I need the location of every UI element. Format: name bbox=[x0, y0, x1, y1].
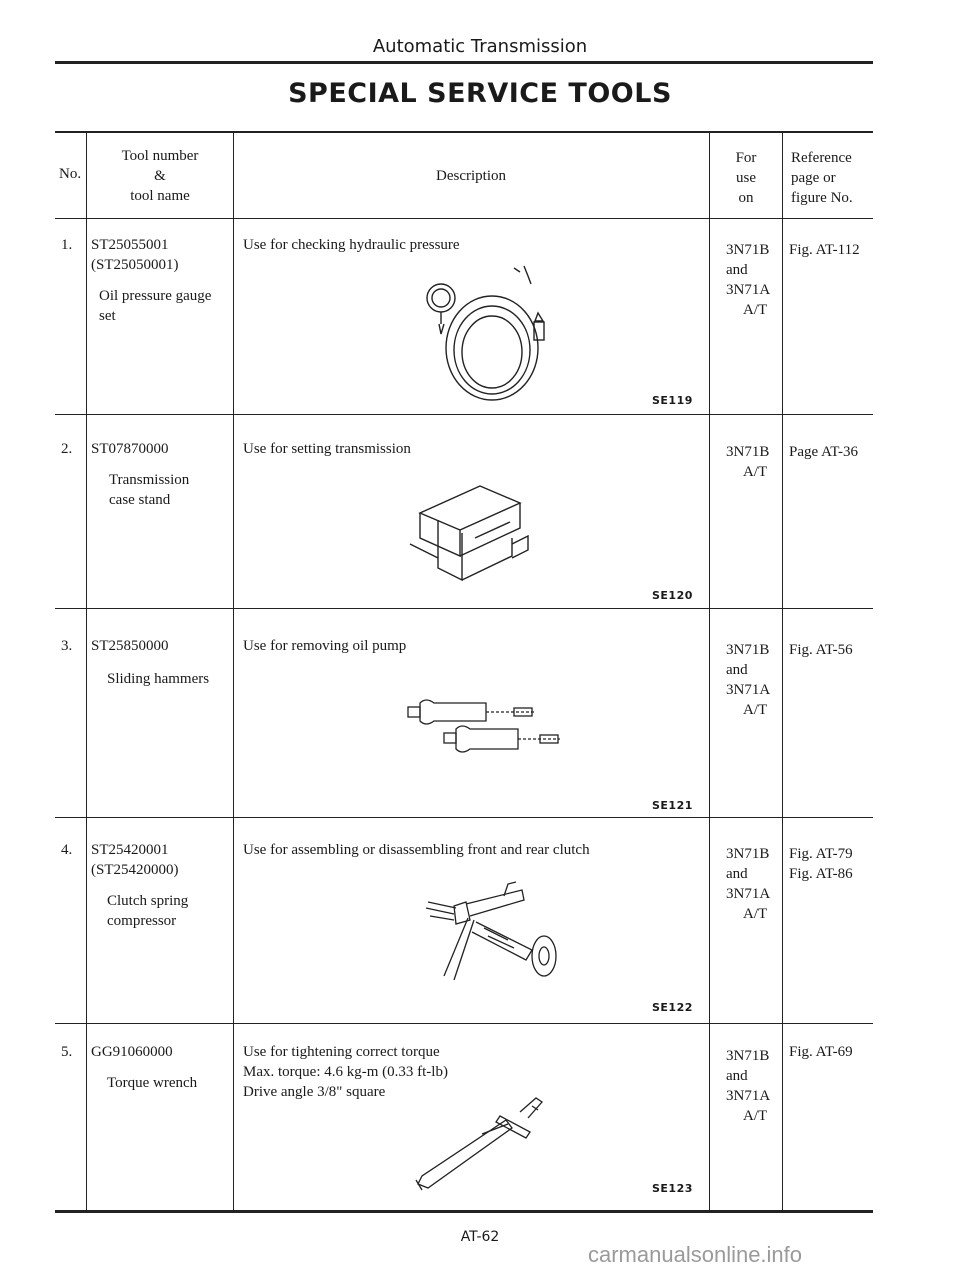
row-number: 3. bbox=[61, 638, 73, 654]
reference bbox=[789, 1042, 853, 1062]
tool-number-line: ST07870000 bbox=[91, 441, 169, 457]
row-number: 1. bbox=[61, 237, 73, 253]
reference-line: Fig. AT-79 bbox=[789, 846, 853, 862]
sliding-hammers-illustration bbox=[404, 693, 564, 763]
reference bbox=[789, 844, 853, 884]
tool-name-line: Sliding hammers bbox=[107, 671, 210, 687]
tool-name-line: case stand bbox=[109, 492, 171, 508]
description-line: Max. torque: 4.6 kg-m (0.33 ft-lb) bbox=[243, 1064, 448, 1080]
for-use-line: and bbox=[726, 1068, 748, 1084]
tool-description bbox=[243, 636, 406, 656]
reference-line: Fig. AT-86 bbox=[789, 866, 853, 882]
section-header: Automatic Transmission bbox=[372, 36, 588, 57]
for-use-on bbox=[726, 240, 770, 320]
for-use-line: 3N71B bbox=[726, 642, 770, 658]
header-for-use bbox=[711, 148, 781, 208]
reference-line: Fig. AT-69 bbox=[789, 1044, 853, 1060]
description-line: Use for assembling or disassembling front and rear clutch bbox=[243, 842, 590, 858]
header-description: Description bbox=[436, 168, 506, 184]
tool-number bbox=[91, 636, 169, 656]
for-use-line: 3N71B bbox=[726, 846, 770, 862]
figure-code: SE122 bbox=[652, 1001, 693, 1014]
row-divider bbox=[55, 1023, 873, 1024]
description-line: Use for tightening correct torque bbox=[243, 1044, 440, 1060]
tool-name bbox=[107, 1073, 197, 1093]
for-use-line: 3N71A bbox=[726, 282, 771, 298]
header-for-use-line: use bbox=[736, 170, 756, 186]
watermark: carmanualsonline.info bbox=[588, 1242, 803, 1267]
for-use-line: A/T bbox=[743, 906, 768, 922]
tool-number-line: GG91060000 bbox=[91, 1044, 173, 1060]
tool-number bbox=[91, 1042, 173, 1062]
tool-number-line: ST25850000 bbox=[91, 638, 169, 654]
header-tool-line: & bbox=[154, 168, 166, 184]
column-divider bbox=[86, 131, 87, 1211]
figure-code: SE120 bbox=[652, 589, 693, 602]
tool-description bbox=[243, 439, 411, 459]
tool-name bbox=[107, 891, 188, 931]
for-use-on bbox=[726, 442, 769, 482]
for-use-on bbox=[726, 640, 770, 720]
for-use-line: A/T bbox=[743, 702, 768, 718]
torque-wrench-illustration bbox=[412, 1092, 562, 1192]
tool-name bbox=[109, 470, 189, 510]
row-number: 5. bbox=[61, 1044, 73, 1060]
for-use-line: 3N71B bbox=[726, 1048, 770, 1064]
reference-line: Page AT-36 bbox=[789, 444, 859, 460]
header-reference-line: page or bbox=[791, 170, 836, 186]
for-use-line: A/T bbox=[743, 464, 768, 480]
for-use-on bbox=[726, 1046, 770, 1126]
row-number: 2. bbox=[61, 441, 73, 457]
for-use-line: 3N71B bbox=[726, 444, 770, 460]
oil-pressure-gauge-illustration bbox=[410, 258, 560, 408]
header-for-use-line: on bbox=[738, 190, 754, 206]
column-divider bbox=[782, 131, 783, 1211]
description-line: Use for setting transmission bbox=[243, 441, 411, 457]
table-bottom-rule bbox=[55, 1210, 873, 1213]
reference-line: Fig. AT-112 bbox=[789, 242, 860, 258]
tool-name-line: set bbox=[99, 308, 116, 324]
figure-code: SE121 bbox=[652, 799, 693, 812]
table-header-rule bbox=[55, 218, 873, 219]
tool-number-line: (ST25420000) bbox=[91, 862, 179, 878]
header-reference-line: figure No. bbox=[791, 190, 853, 206]
header-tool-line: tool name bbox=[130, 188, 190, 204]
header-reference-line: Reference bbox=[791, 150, 852, 166]
tool-name bbox=[107, 669, 209, 689]
column-divider bbox=[233, 131, 234, 1211]
header-no: No. bbox=[59, 166, 82, 182]
for-use-line: 3N71A bbox=[726, 886, 771, 902]
table-top-rule bbox=[55, 131, 873, 133]
for-use-on bbox=[726, 844, 770, 924]
figure-code: SE119 bbox=[652, 394, 693, 407]
header-reference bbox=[791, 148, 853, 208]
page-title: SPECIAL SERVICE TOOLS bbox=[288, 78, 672, 109]
tool-number bbox=[91, 840, 179, 880]
header-for-use-line: For bbox=[735, 150, 757, 166]
header-rule bbox=[55, 61, 873, 64]
row-divider bbox=[55, 817, 873, 818]
tool-name-line: Oil pressure gauge bbox=[99, 288, 212, 304]
for-use-line: and bbox=[726, 866, 748, 882]
tool-name-line: Transmission bbox=[109, 472, 190, 488]
tool-number-line: ST25420001 bbox=[91, 842, 169, 858]
tool-name-line: Clutch spring bbox=[107, 893, 189, 909]
for-use-line: A/T bbox=[743, 302, 768, 318]
reference bbox=[789, 442, 858, 462]
column-divider bbox=[709, 131, 710, 1211]
header-tool-line: Tool number bbox=[121, 148, 199, 164]
tool-description bbox=[243, 840, 590, 860]
description-line: Drive angle 3/8" square bbox=[243, 1084, 386, 1100]
for-use-line: A/T bbox=[743, 1108, 768, 1124]
tool-name bbox=[99, 286, 211, 326]
tool-number bbox=[91, 439, 169, 459]
tool-number-line: ST25055001 bbox=[91, 237, 169, 253]
description-line: Use for checking hydraulic pressure bbox=[243, 237, 460, 253]
description-line: Use for removing oil pump bbox=[243, 638, 407, 654]
tool-description bbox=[243, 235, 460, 255]
row-divider bbox=[55, 414, 873, 415]
for-use-line: 3N71B bbox=[726, 242, 770, 258]
transmission-case-stand-illustration bbox=[400, 478, 540, 588]
page-number: AT-62 bbox=[460, 1229, 500, 1245]
clutch-spring-compressor-illustration bbox=[404, 878, 564, 988]
for-use-line: and bbox=[726, 662, 748, 678]
tool-name-line: compressor bbox=[107, 913, 177, 929]
reference-line: Fig. AT-56 bbox=[789, 642, 853, 658]
for-use-line: 3N71A bbox=[726, 1088, 771, 1104]
row-divider bbox=[55, 608, 873, 609]
tool-number bbox=[91, 235, 179, 275]
for-use-line: 3N71A bbox=[726, 682, 771, 698]
reference bbox=[789, 640, 853, 660]
reference bbox=[789, 240, 860, 260]
figure-code: SE123 bbox=[652, 1182, 693, 1195]
row-number: 4. bbox=[61, 842, 73, 858]
header-tool bbox=[88, 146, 232, 206]
for-use-line: and bbox=[726, 262, 748, 278]
tool-number-line: (ST25050001) bbox=[91, 257, 179, 273]
tool-name-line: Torque wrench bbox=[107, 1075, 198, 1091]
